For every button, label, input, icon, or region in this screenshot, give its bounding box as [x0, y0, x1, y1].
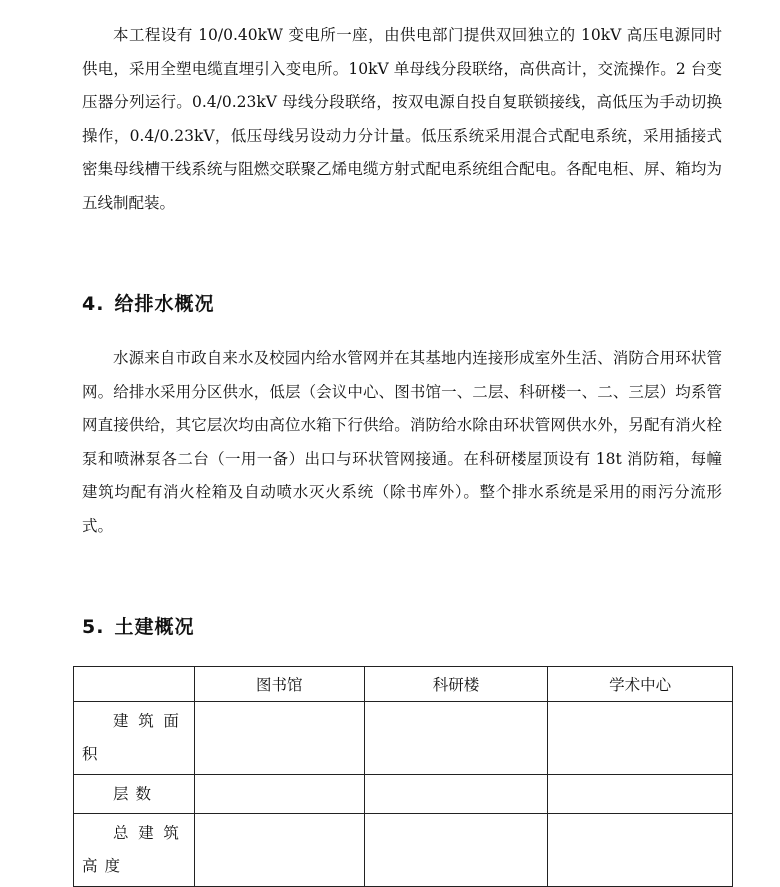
intro-paragraph: 本工程设有 10/0.40kW 变电所一座，由供电部门提供双回独立的 10kV 高压电源同时供电，采用全塑电缆直埋引入变电所。10kV 单母线分段联络，高供高计，交流操作。2 台变压器分列运行。0.4/0.23kV 母线分段联络，按双电源自投自复联锁接线，高低压为手动切换操作，0.4/0.23kV，低压母线另设动力分计量。低压系统采用混合式配电系统，采用插接式密集母线槽干线系统与阻燃交联聚乙烯电缆方射式配电系统组合配电。各配电柜、屏、箱均为五线制配装。: [82, 26, 722, 212]
table-cell: [194, 775, 364, 814]
section-5-title: 土建概况: [114, 616, 195, 638]
table-header-row: [74, 667, 733, 702]
table-cell: [194, 702, 364, 775]
table-header-research-building: 科研楼: [364, 667, 548, 702]
table-header-academic-center: 学术中心: [548, 667, 733, 702]
section-5-heading: [82, 612, 194, 639]
table-header-corner: [74, 667, 195, 702]
table-cell: [194, 814, 364, 887]
table-cell: [548, 702, 733, 775]
section-4-paragraph: 水源来自市政自来水及校园内给水管网并在其基地内连接形成室外生活、消防合用环状管网。给排水采用分区供水，低层（会议中心、图书馆一、二层、科研楼一、二、三层）均系管网直接供给，其它层次均由高位水箱下行供给。消防给水除由环状管网供水外，另配有消火栓泵和喷淋泵各二台（一用一备）出口与环状管网接通。在科研楼屋顶设有 18t 消防箱，每幢建筑均配有消火栓箱及自动喷水灭火系统（除书库外）。整个排水系统是采用的雨污分流形式。: [82, 349, 722, 535]
table-cell: [364, 775, 548, 814]
table-cell: [364, 814, 548, 887]
section-4-heading: [82, 289, 214, 316]
table-row: [74, 775, 733, 814]
table-cell: [548, 814, 733, 887]
section-4-title: 给排水概况: [114, 293, 215, 315]
table-row: [74, 702, 733, 775]
table-cell: [548, 775, 733, 814]
table-row: [74, 814, 733, 887]
row-label-building-area: 建筑面积: [74, 702, 195, 775]
section-4-number: 4.: [82, 293, 105, 315]
section-5-number: 5.: [82, 616, 105, 638]
building-overview-table: [73, 666, 733, 887]
table-cell: [364, 702, 548, 775]
table-header-library: 图书馆: [194, 667, 364, 702]
row-label-floors: 层数: [74, 775, 195, 814]
row-label-total-height: 总建筑高度: [74, 814, 195, 887]
